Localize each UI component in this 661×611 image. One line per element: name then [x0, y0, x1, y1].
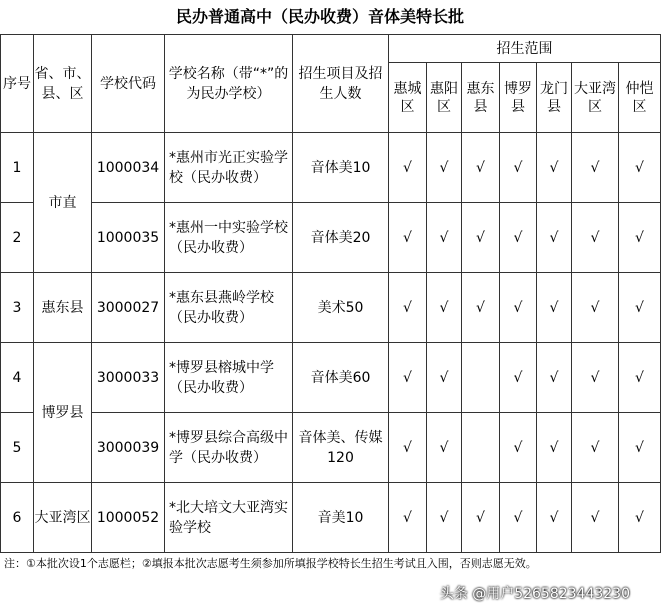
table-row [1, 273, 661, 343]
check-cell: √ [427, 203, 462, 273]
admission-table [0, 34, 661, 553]
school-name-cell: *惠州一中实验学校（民办收费） [165, 203, 293, 273]
watermark: 头条 @用户5265823443230 [439, 586, 630, 602]
check-cell: √ [427, 273, 462, 343]
region-cell: 大亚湾区 [34, 483, 92, 553]
check-cell: √ [537, 273, 572, 343]
check-cell: √ [572, 343, 619, 413]
check-cell: √ [572, 483, 619, 553]
code-cell: 1000052 [92, 483, 165, 553]
check-cell: √ [389, 203, 427, 273]
check-cell: √ [389, 483, 427, 553]
code-cell: 1000035 [92, 203, 165, 273]
check-cell: √ [427, 483, 462, 553]
check-cell: √ [389, 413, 427, 483]
project-cell: 音体美60 [293, 343, 389, 413]
check-cell: √ [500, 413, 537, 483]
school-name-cell: *惠东县燕岭学校（民办收费） [165, 273, 293, 343]
check-cell: √ [572, 273, 619, 343]
region-cell: 惠东县 [34, 273, 92, 343]
check-cell: √ [537, 483, 572, 553]
check-cell: √ [619, 343, 661, 413]
check-cell: √ [389, 273, 427, 343]
region-cell: 市直 [34, 133, 92, 273]
code-cell: 3000027 [92, 273, 165, 343]
header-project: 招生项目及招生人数 [293, 35, 389, 133]
check-cell: √ [500, 343, 537, 413]
check-cell: √ [500, 133, 537, 203]
header-code: 学校代码 [92, 35, 165, 133]
header-area: 仲恺区 [619, 63, 661, 133]
check-cell: √ [389, 133, 427, 203]
region-cell: 博罗县 [34, 343, 92, 483]
header-scope: 招生范围 [389, 35, 661, 63]
check-cell: √ [572, 133, 619, 203]
check-cell: √ [537, 413, 572, 483]
header-area: 大亚湾区 [572, 63, 619, 133]
table-row [1, 483, 661, 553]
school-name-cell: *北大培文大亚湾实验学校 [165, 483, 293, 553]
header-area: 惠城区 [389, 63, 427, 133]
seq-cell: 2 [1, 203, 34, 273]
project-cell: 美术50 [293, 273, 389, 343]
check-cell: √ [500, 483, 537, 553]
check-cell: √ [619, 133, 661, 203]
seq-cell: 3 [1, 273, 34, 343]
code-cell: 3000033 [92, 343, 165, 413]
check-cell: √ [619, 483, 661, 553]
seq-cell: 4 [1, 343, 34, 413]
table-row [1, 133, 661, 203]
check-cell: √ [619, 203, 661, 273]
check-cell [462, 343, 500, 413]
seq-cell: 5 [1, 413, 34, 483]
check-cell: √ [427, 343, 462, 413]
header-area: 博罗县 [500, 63, 537, 133]
check-cell: √ [537, 343, 572, 413]
check-cell: √ [462, 203, 500, 273]
check-cell: √ [462, 133, 500, 203]
check-cell: √ [619, 413, 661, 483]
project-cell: 音体美20 [293, 203, 389, 273]
header-row [1, 35, 661, 63]
table-row [1, 203, 661, 273]
check-cell: √ [462, 273, 500, 343]
footnote: 注：①本批次设1个志愿栏；②填报本批次志愿考生须参加所填报学校特长生招生考试且入围，否则志愿无效。 [4, 557, 537, 570]
table-row [1, 413, 661, 483]
header-area: 龙门县 [537, 63, 572, 133]
school-name-cell: *惠州市光正实验学校（民办收费） [165, 133, 293, 203]
check-cell: √ [427, 413, 462, 483]
project-cell: 音体美10 [293, 133, 389, 203]
school-name-cell: *博罗县综合高级中学（民办收费） [165, 413, 293, 483]
seq-cell: 1 [1, 133, 34, 203]
page-title: 民办普通高中（民办收费）音体美特长批 [175, 7, 464, 26]
header-area: 惠东县 [462, 63, 500, 133]
table-row [1, 343, 661, 413]
project-cell: 音体美、传媒120 [293, 413, 389, 483]
header-region: 省、市、县、区 [34, 35, 92, 133]
check-cell: √ [500, 203, 537, 273]
school-name-cell: *博罗县榕城中学（民办收费） [165, 343, 293, 413]
header-area: 惠阳区 [427, 63, 462, 133]
header-name: 学校名称（带“*”的为民办学校） [165, 35, 293, 133]
check-cell [462, 413, 500, 483]
project-cell: 音美10 [293, 483, 389, 553]
check-cell: √ [572, 413, 619, 483]
check-cell: √ [427, 133, 462, 203]
code-cell: 1000034 [92, 133, 165, 203]
check-cell: √ [537, 203, 572, 273]
header-seq: 序号 [1, 35, 34, 133]
seq-cell: 6 [1, 483, 34, 553]
check-cell: √ [619, 273, 661, 343]
code-cell: 3000039 [92, 413, 165, 483]
check-cell: √ [462, 483, 500, 553]
check-cell: √ [500, 273, 537, 343]
check-cell: √ [572, 203, 619, 273]
check-cell: √ [537, 133, 572, 203]
check-cell: √ [389, 343, 427, 413]
